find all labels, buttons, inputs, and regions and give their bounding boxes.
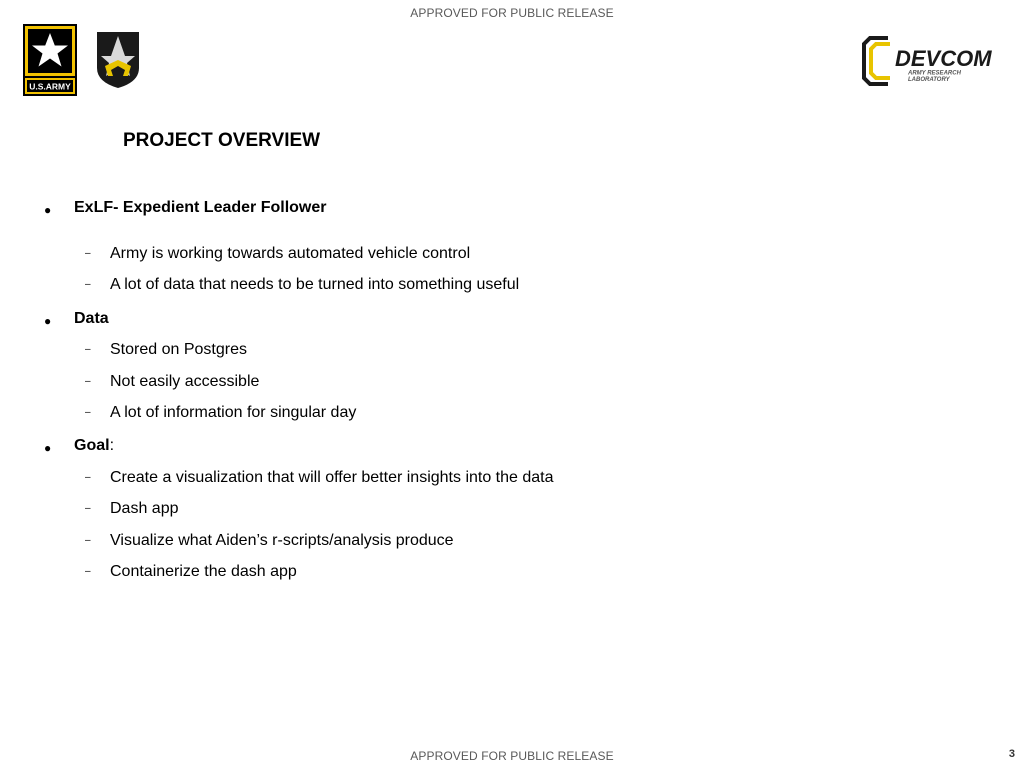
devcom-logo [862,36,1002,86]
list-item: Stored on Postgres [110,341,247,358]
list-item: Containerize the dash app [110,563,297,580]
section-heading-goal [74,437,114,455]
bullet-icon: ● [44,203,52,217]
dash-icon: – [85,248,91,259]
dash-icon: – [85,472,91,483]
section-heading-data: Data [74,310,109,327]
list-item: Dash app [110,500,179,517]
goal-suffix: : [109,437,115,454]
army-futures-command-shield-icon [95,30,141,90]
list-item: Visualize what Aiden’s r-scripts/analysis produce [110,532,454,549]
dash-icon: – [85,535,91,546]
bullet-icon: ● [44,314,52,328]
army-logo-text: U.S.ARMY [29,81,71,92]
list-item: A lot of information for singular day [110,404,357,421]
dash-icon: – [85,376,91,387]
devcom-sub-line-2: LABORATORY [908,77,950,83]
list-item: A lot of data that needs to be turned into something useful [110,276,520,293]
list-item: Create a visualization that will offer better insights into the data [110,469,554,486]
devcom-sub-line-1: ARMY RESEARCH [908,70,961,77]
dash-icon: – [85,279,91,290]
devcom-name: DEVCOM [895,46,992,71]
list-item: Army is working towards automated vehicle control [110,245,471,262]
list-item: Not easily accessible [110,373,260,390]
dash-icon: – [85,566,91,577]
dash-icon: – [85,503,91,514]
section-heading-exlf: ExLF- Expedient Leader Follower [74,199,327,216]
release-banner-bottom: APPROVED FOR PUBLIC RELEASE [410,749,614,763]
us-army-logo [23,24,77,96]
page-title: PROJECT OVERVIEW [123,130,321,151]
dash-icon: – [85,344,91,355]
goal-label: Goal [74,437,110,454]
release-banner-top: APPROVED FOR PUBLIC RELEASE [410,6,614,20]
bullet-icon: ● [44,441,52,455]
page-number: 3 [1008,748,1015,760]
dash-icon: – [85,407,91,418]
